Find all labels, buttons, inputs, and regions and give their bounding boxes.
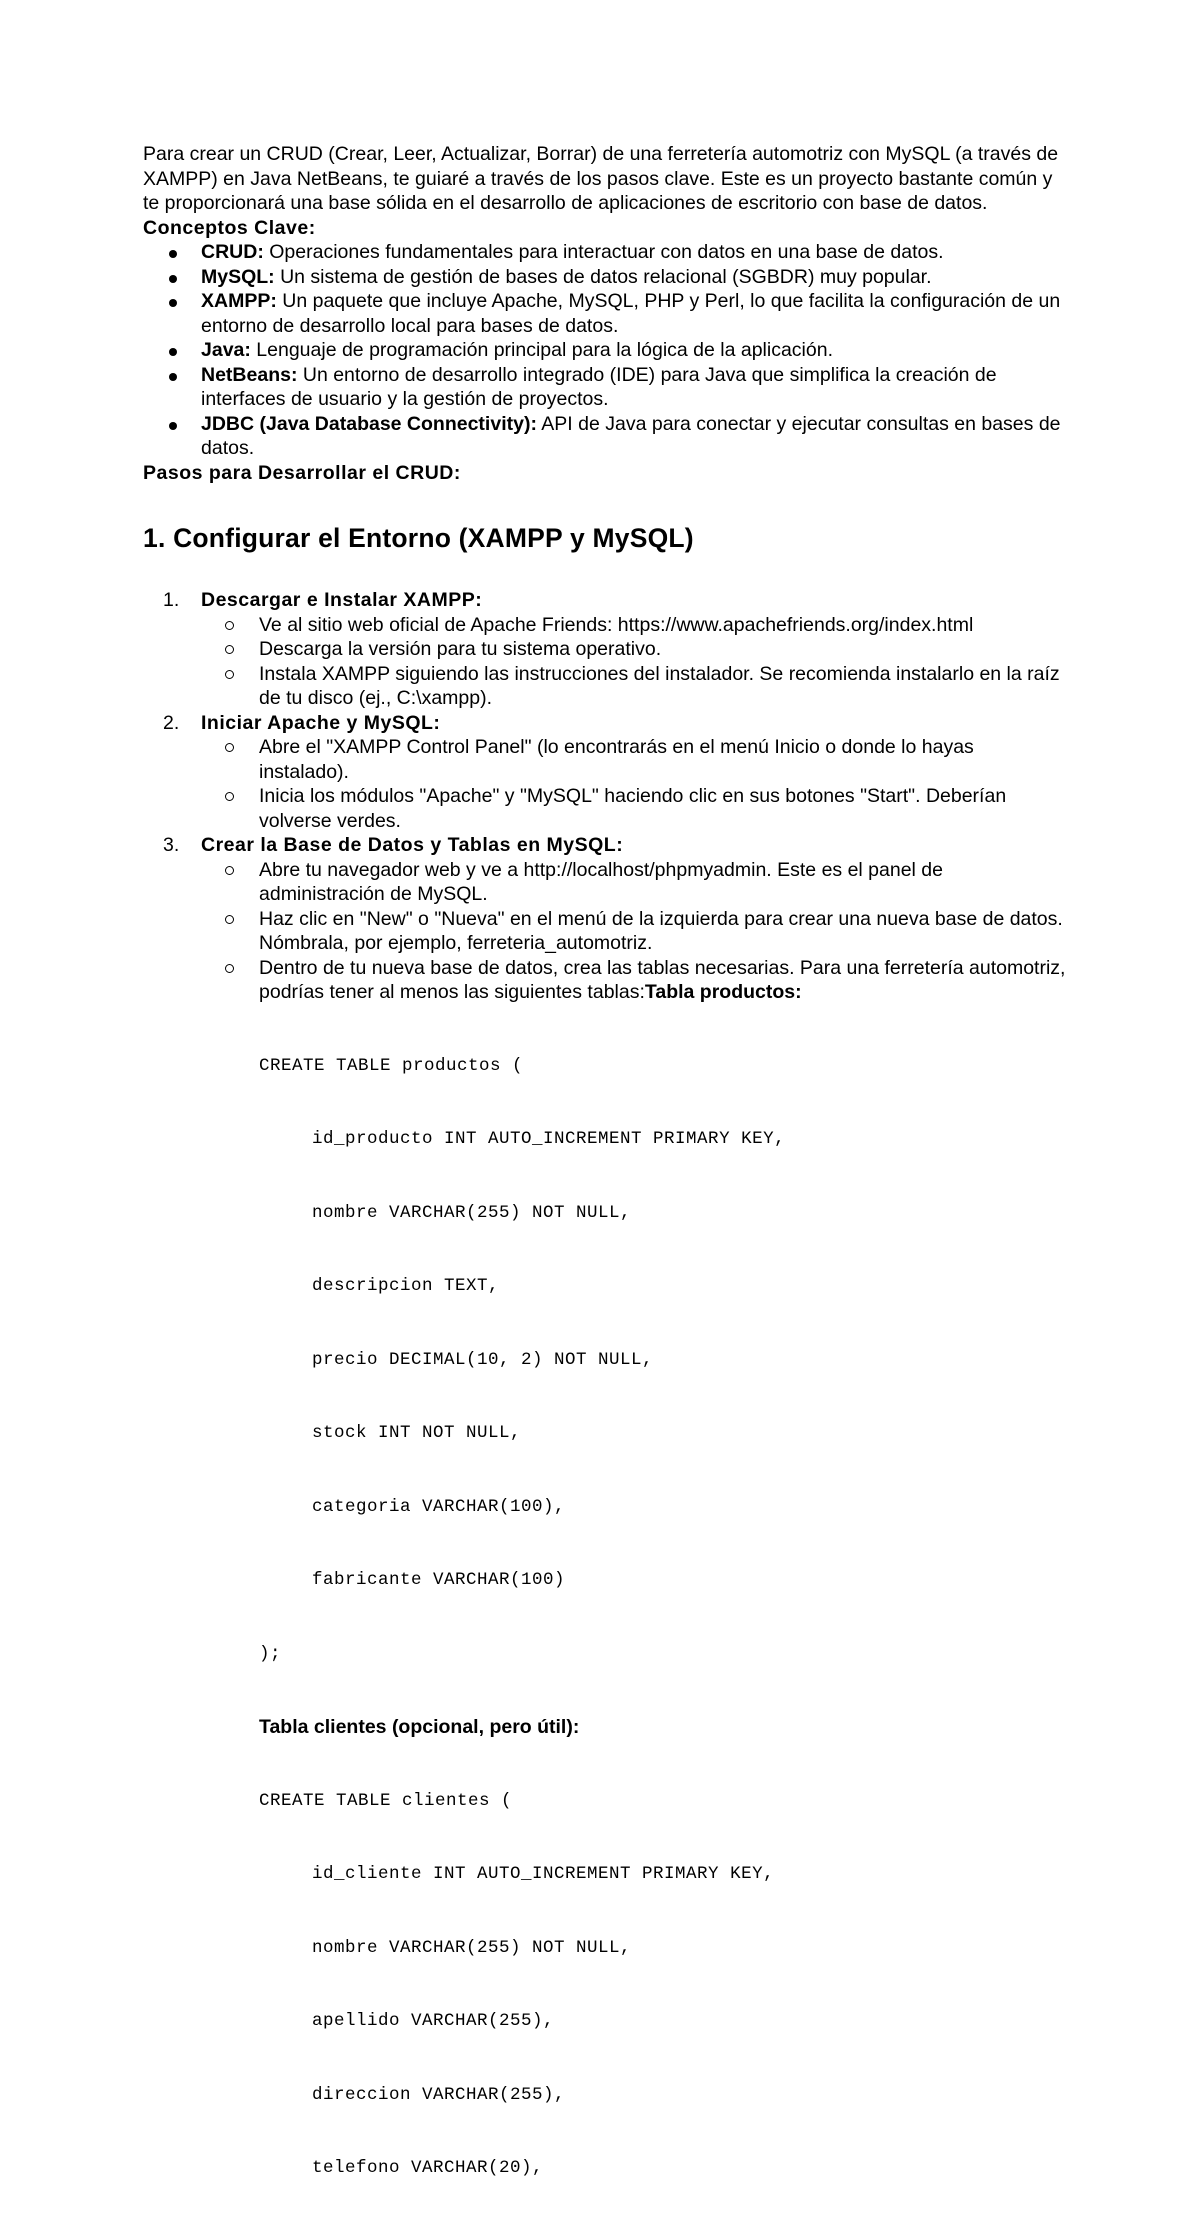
step-number: 2. (163, 711, 180, 734)
concept-desc: Un paquete que incluye Apache, MySQL, PHP y Perl, lo que facilita la configuración de un entorno de desarrollo local para bases de datos. (201, 290, 1061, 337)
code-line: fabricante VARCHAR(100) (312, 1570, 566, 1590)
step-title: Iniciar Apache y MySQL: (201, 711, 441, 734)
circle-bullet-icon (225, 621, 234, 630)
sub-item-text: Inicia los módulos "Apache" y "MySQL" haciendo clic en sus botones "Start". Deberían volverse verdes. (259, 785, 1007, 832)
sub-item-text: Descarga la versión para tu sistema operativo. (259, 638, 662, 660)
bullet-icon (169, 299, 177, 307)
step-item (143, 711, 1068, 834)
concept-desc: Operaciones fundamentales para interactuar con datos en una base de datos. (263, 241, 944, 263)
circle-bullet-icon (225, 964, 234, 973)
circle-bullet-icon (225, 792, 234, 801)
code-line: CREATE TABLE clientes ( (259, 1790, 513, 1811)
step-number: 3. (163, 834, 180, 856)
concept-term: NetBeans: (201, 363, 298, 386)
circle-bullet-icon (225, 743, 234, 752)
bullet-icon (169, 373, 177, 381)
step-title: Descargar e Instalar XAMPP: (201, 589, 483, 611)
code-line: apellido VARCHAR(255), (312, 2011, 555, 2031)
table-productos-heading: Tabla productos: (644, 981, 802, 1003)
concept-item (143, 289, 1068, 338)
code-line: nombre VARCHAR(255) NOT NULL, (312, 1937, 632, 1958)
step-sublist (201, 858, 1068, 2230)
sub-item-text: Ve al sitio web oficial de Apache Friends: https://www.apachefriends.org/index.html (259, 613, 974, 636)
concept-desc: Lenguaje de programación principal para la lógica de la aplicación. (250, 339, 833, 361)
code-line: ); (259, 1643, 282, 1664)
sub-item-text: Dentro de tu nueva base de datos, crea las tablas necesarias. Para una ferretería automotriz, podrías tener al menos las siguientes tablas: (259, 956, 1066, 1003)
concept-term: JDBC (Java Database Connectivity): (201, 412, 537, 435)
concept-desc: API de Java para conectar y ejecutar consultas en bases de datos. (201, 412, 1061, 459)
sub-item (201, 662, 1068, 711)
code-line: direccion VARCHAR(255), (312, 2084, 566, 2105)
sub-item-text: Instala XAMPP siguiendo las instrucciones del instalador. Se recomienda instalarlo en la raíz de tu disco (ej., C:\xampp). (259, 662, 1060, 709)
sub-item-text: Abre tu navegador web y ve a http://localhost/phpmyadmin. Este es el panel de administración de MySQL. (259, 858, 943, 905)
code-line: id_cliente INT AUTO_INCREMENT PRIMARY KEY, (312, 1864, 775, 1884)
concept-item (143, 265, 1068, 290)
sub-item (201, 637, 1068, 662)
circle-bullet-icon (225, 866, 234, 875)
code-line: stock INT NOT NULL, (312, 1423, 522, 1443)
concepts-list (143, 240, 1068, 461)
code-line: precio DECIMAL(10, 2) NOT NULL, (312, 1349, 654, 1370)
concept-term: MySQL: (201, 265, 275, 288)
section-title: 1. Configurar el Entorno (XAMPP y MySQL) (143, 523, 694, 553)
concept-term: Java: (201, 339, 251, 361)
code-block-clientes (259, 1740, 1068, 2230)
bullet-icon (169, 250, 177, 258)
sub-item (201, 956, 1068, 2230)
step-sublist (201, 735, 1068, 833)
code-line: id_producto INT AUTO_INCREMENT PRIMARY KEY, (312, 1129, 786, 1149)
circle-bullet-icon (225, 670, 234, 679)
concept-item (143, 363, 1068, 412)
steps-heading: Pasos para Desarrollar el CRUD: (143, 461, 461, 484)
concept-item (143, 338, 1068, 363)
step-item (143, 833, 1068, 2230)
sub-item-text: Haz clic en "New" o "Nueva" en el menú de la izquierda para crear una nueva base de datos. Nómbrala, por ejemplo, ferreteria_automotriz. (259, 907, 1063, 954)
step-sublist (201, 613, 1068, 711)
intro-paragraph: Para crear un CRUD (Crear, Leer, Actualizar, Borrar) de una ferretería automotriz con MySQL (a través de XAMPP) en Java NetBeans, te guiaré a través de los pasos clave. Este es un proyecto bastante común y te proporcionará una base sólida en el desarrollo de aplicaciones de escritorio con base de datos. (143, 143, 1059, 214)
code-line: telefono VARCHAR(20), (312, 2158, 544, 2178)
code-block-productos (259, 1005, 1068, 1716)
concept-item (143, 240, 1068, 265)
sub-item (201, 907, 1068, 956)
circle-bullet-icon (225, 645, 234, 654)
document-page (143, 142, 1068, 2230)
step-title: Crear la Base de Datos y Tablas en MySQL: (201, 834, 624, 856)
sub-item-text: Abre el "XAMPP Control Panel" (lo encontrarás en el menú Inicio o donde lo hayas instalado). (259, 736, 974, 783)
circle-bullet-icon (225, 915, 234, 924)
sub-item (201, 784, 1068, 833)
step-number: 1. (163, 589, 180, 611)
table-clientes-heading: Tabla clientes (opcional, pero útil): (259, 1716, 580, 1738)
concept-term: CRUD: (201, 241, 264, 263)
concepts-heading: Conceptos Clave: (143, 216, 316, 239)
code-line: descripcion TEXT, (312, 1276, 500, 1296)
concept-item (143, 412, 1068, 461)
code-line: CREATE TABLE productos ( (259, 1055, 524, 1076)
steps-list (143, 588, 1068, 2230)
step-item (143, 588, 1068, 711)
code-line: categoria VARCHAR(100), (312, 1496, 566, 1517)
code-line: nombre VARCHAR(255) NOT NULL, (312, 1202, 632, 1223)
sub-item (201, 613, 1068, 638)
bullet-icon (169, 348, 177, 356)
bullet-icon (169, 422, 177, 430)
bullet-icon (169, 275, 177, 283)
concept-desc: Un sistema de gestión de bases de datos relacional (SGBDR) muy popular. (274, 265, 932, 288)
concept-desc: Un entorno de desarrollo integrado (IDE) para Java que simplifica la creación de interfaces de usuario y la gestión de proyectos. (201, 363, 997, 410)
concept-term: XAMPP: (201, 290, 277, 312)
sub-item (201, 735, 1068, 784)
sub-item (201, 858, 1068, 907)
